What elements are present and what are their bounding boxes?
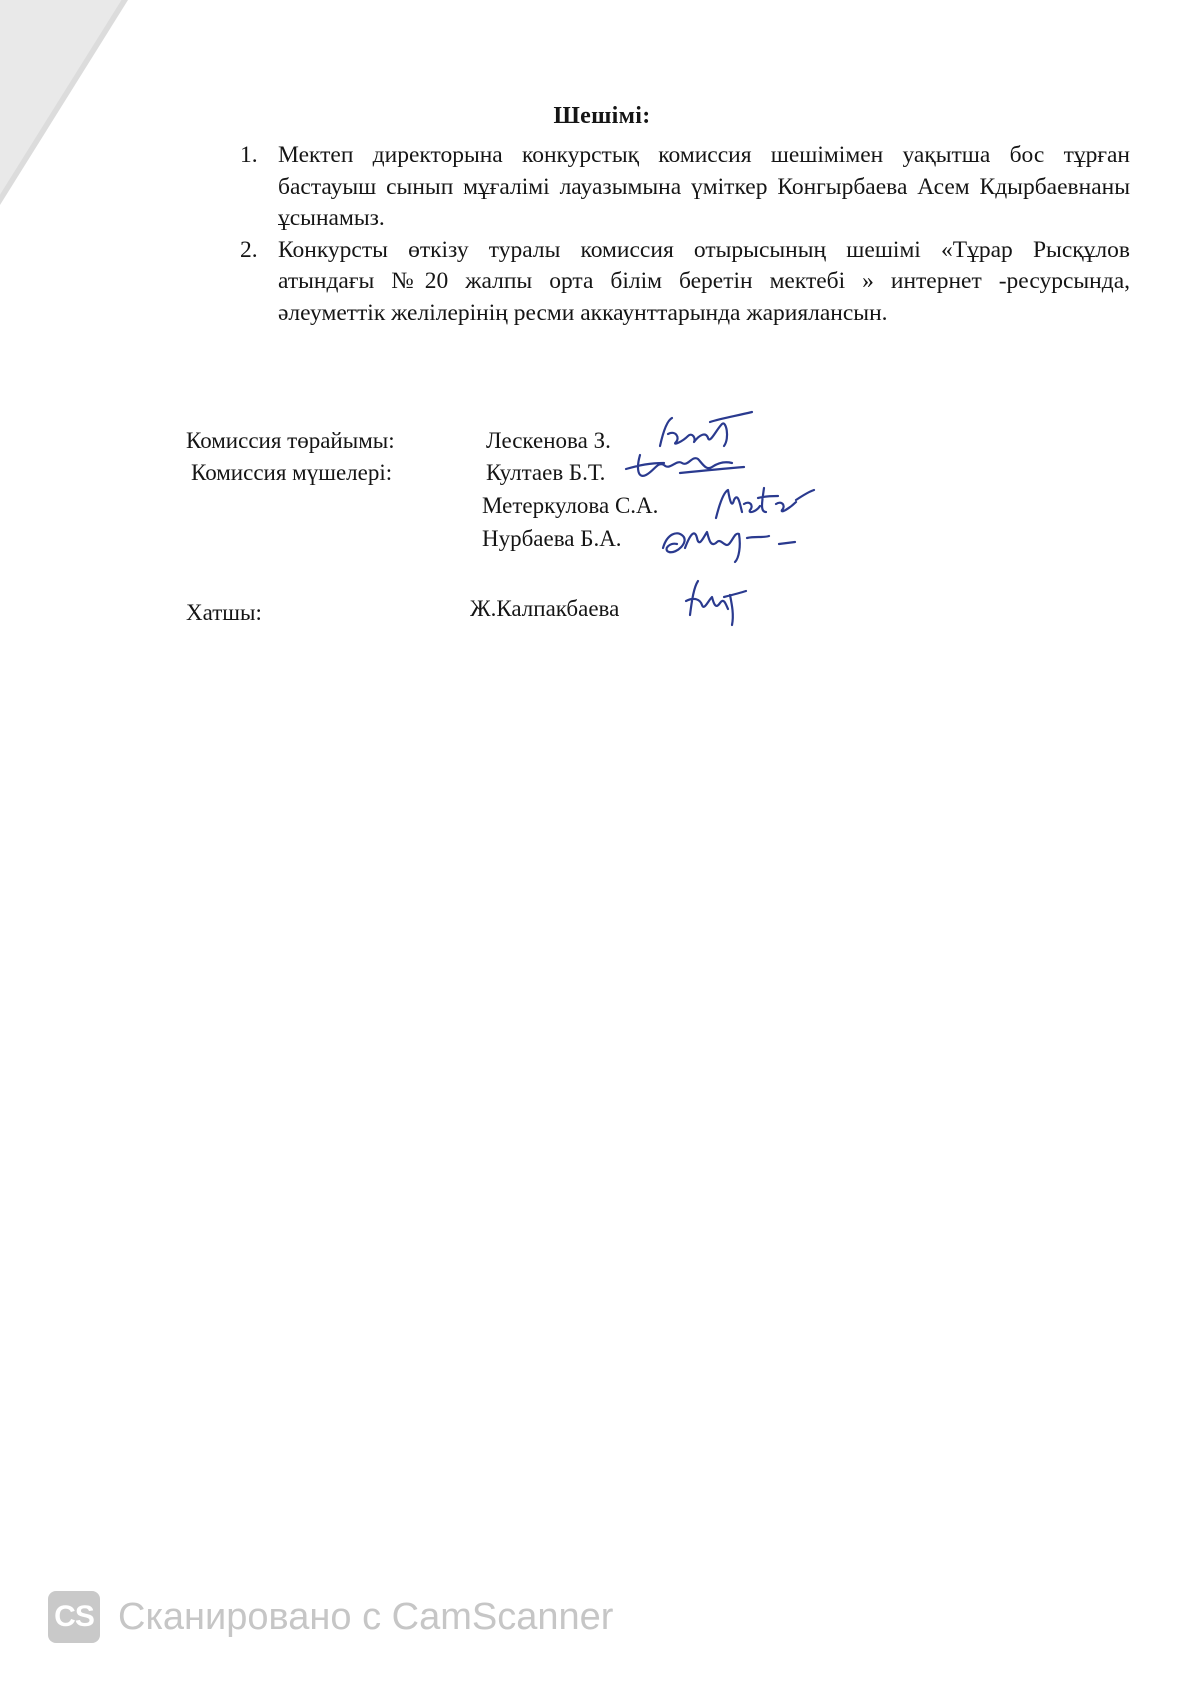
chair-label: Комиссия төрайымы:: [186, 428, 395, 453]
decision-text: Мектеп директорына конкурстық комиссия шешімімен уақытша бос тұрған бастауыш сынып мұғалімі лауазымына үміткер Конгырбаева Асем Кдырбаевнаны ұсынамыз.: [278, 142, 1130, 231]
secretary-label: Хатшы:: [186, 600, 262, 625]
decision-item: [240, 140, 1130, 235]
camscanner-logo-icon: CS: [48, 1591, 100, 1643]
member-name: Метеркулова С.А.: [482, 493, 659, 518]
chair-name: Лескенова З.: [486, 428, 611, 453]
decision-item: [240, 235, 1130, 330]
members-label: Комиссия мүшелері:: [191, 460, 393, 485]
member-name: Култаев Б.Т.: [486, 460, 606, 485]
camscanner-text: Сканировано с CamScanner: [118, 1595, 614, 1638]
secretary-signature: [680, 575, 750, 630]
member-signature: [655, 518, 800, 568]
decision-number: 1.: [240, 142, 258, 168]
secretary-name: Ж.Калпакбаева: [470, 596, 620, 621]
decision-number: 2.: [240, 236, 258, 263]
camscanner-watermark: [48, 1590, 613, 1644]
decision-title: Шешімі:: [553, 103, 651, 129]
member-name: Нурбаева Б.А.: [482, 526, 622, 551]
decision-list: [240, 140, 1130, 329]
decision-text: Конкурсты өткізу туралы комиссия отырысының шешімі «Тұрар Рысқұлов атындағы №20 жалпы орта білім беретін мектебі » интернет -ресурсында, әлеуметтік желілерінің ресми аккаунттарында жариялансын.: [278, 236, 1130, 326]
